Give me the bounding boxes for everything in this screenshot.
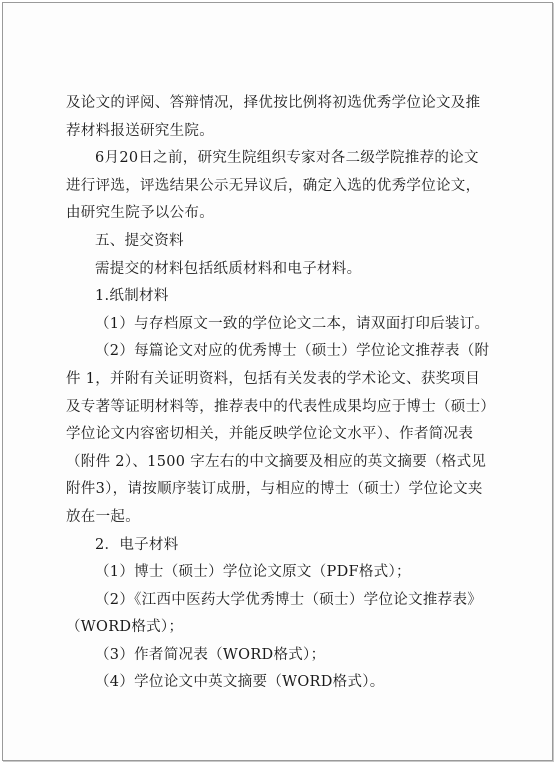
text-line: （WORD格式）； [66, 619, 184, 636]
text-line: 件 1，并附有关证明资料，包括有关发表的学术论文、获奖项目 [66, 370, 481, 387]
subsection-heading: 1.纸制材料 [95, 288, 169, 305]
text-line: （2）《江西中医药大学优秀博士（硕士）学位论文推荐表》 [95, 591, 483, 608]
text-line: 及论文的评阅、答辩情况，择优按比例将初选优秀学位论文及推 [66, 95, 481, 111]
section-heading: 五、提交资料 [95, 232, 184, 249]
text-line: 及专著等证明材料等，推荐表中的代表性成果均应于博士（硕士） [66, 398, 496, 415]
text-line: 6月20日之前，研究生院组织专家对各二级学院推荐的论文 [95, 150, 479, 167]
text-line: （2）每篇论文对应的优秀博士（硕士）学位论文推荐表（附 [95, 343, 490, 360]
text-line: 附件3），请按顺序装订成册，与相应的博士（硕士）学位论文夹 [66, 481, 483, 498]
subsection-heading: 2．电子材料 [95, 536, 179, 553]
text-line: 由研究生院予以公布。 [66, 205, 214, 222]
document-page [2, 2, 553, 761]
text-line: 进行评选，评选结果公示无异议后，确定入选的优秀学位论文， [66, 177, 481, 194]
text-line: 需提交的材料包括纸质材料和电子材料。 [95, 260, 362, 277]
text-line: （1）博士（硕士）学位论文原文（PDF格式）； [95, 564, 411, 581]
text-line: 放在一起。 [66, 508, 140, 525]
text-line: 学位论文内容密切相关，并能反映学位论文水平）、作者简况表 [66, 426, 474, 443]
text-line: （附件 2）、1500 字左右的中文摘要及相应的英文摘要（格式见 [66, 453, 487, 470]
text-line: （1）与存档原文一致的学位论文二本，请双面打印后装订。 [95, 315, 490, 332]
text-line: 荐材料报送研究生院。 [66, 122, 214, 139]
document-body [66, 90, 502, 697]
text-line: （4）学位论文中英文摘要（WORD格式）。 [95, 674, 385, 691]
text-line: （3）作者简况表（WORD格式）； [95, 646, 326, 663]
